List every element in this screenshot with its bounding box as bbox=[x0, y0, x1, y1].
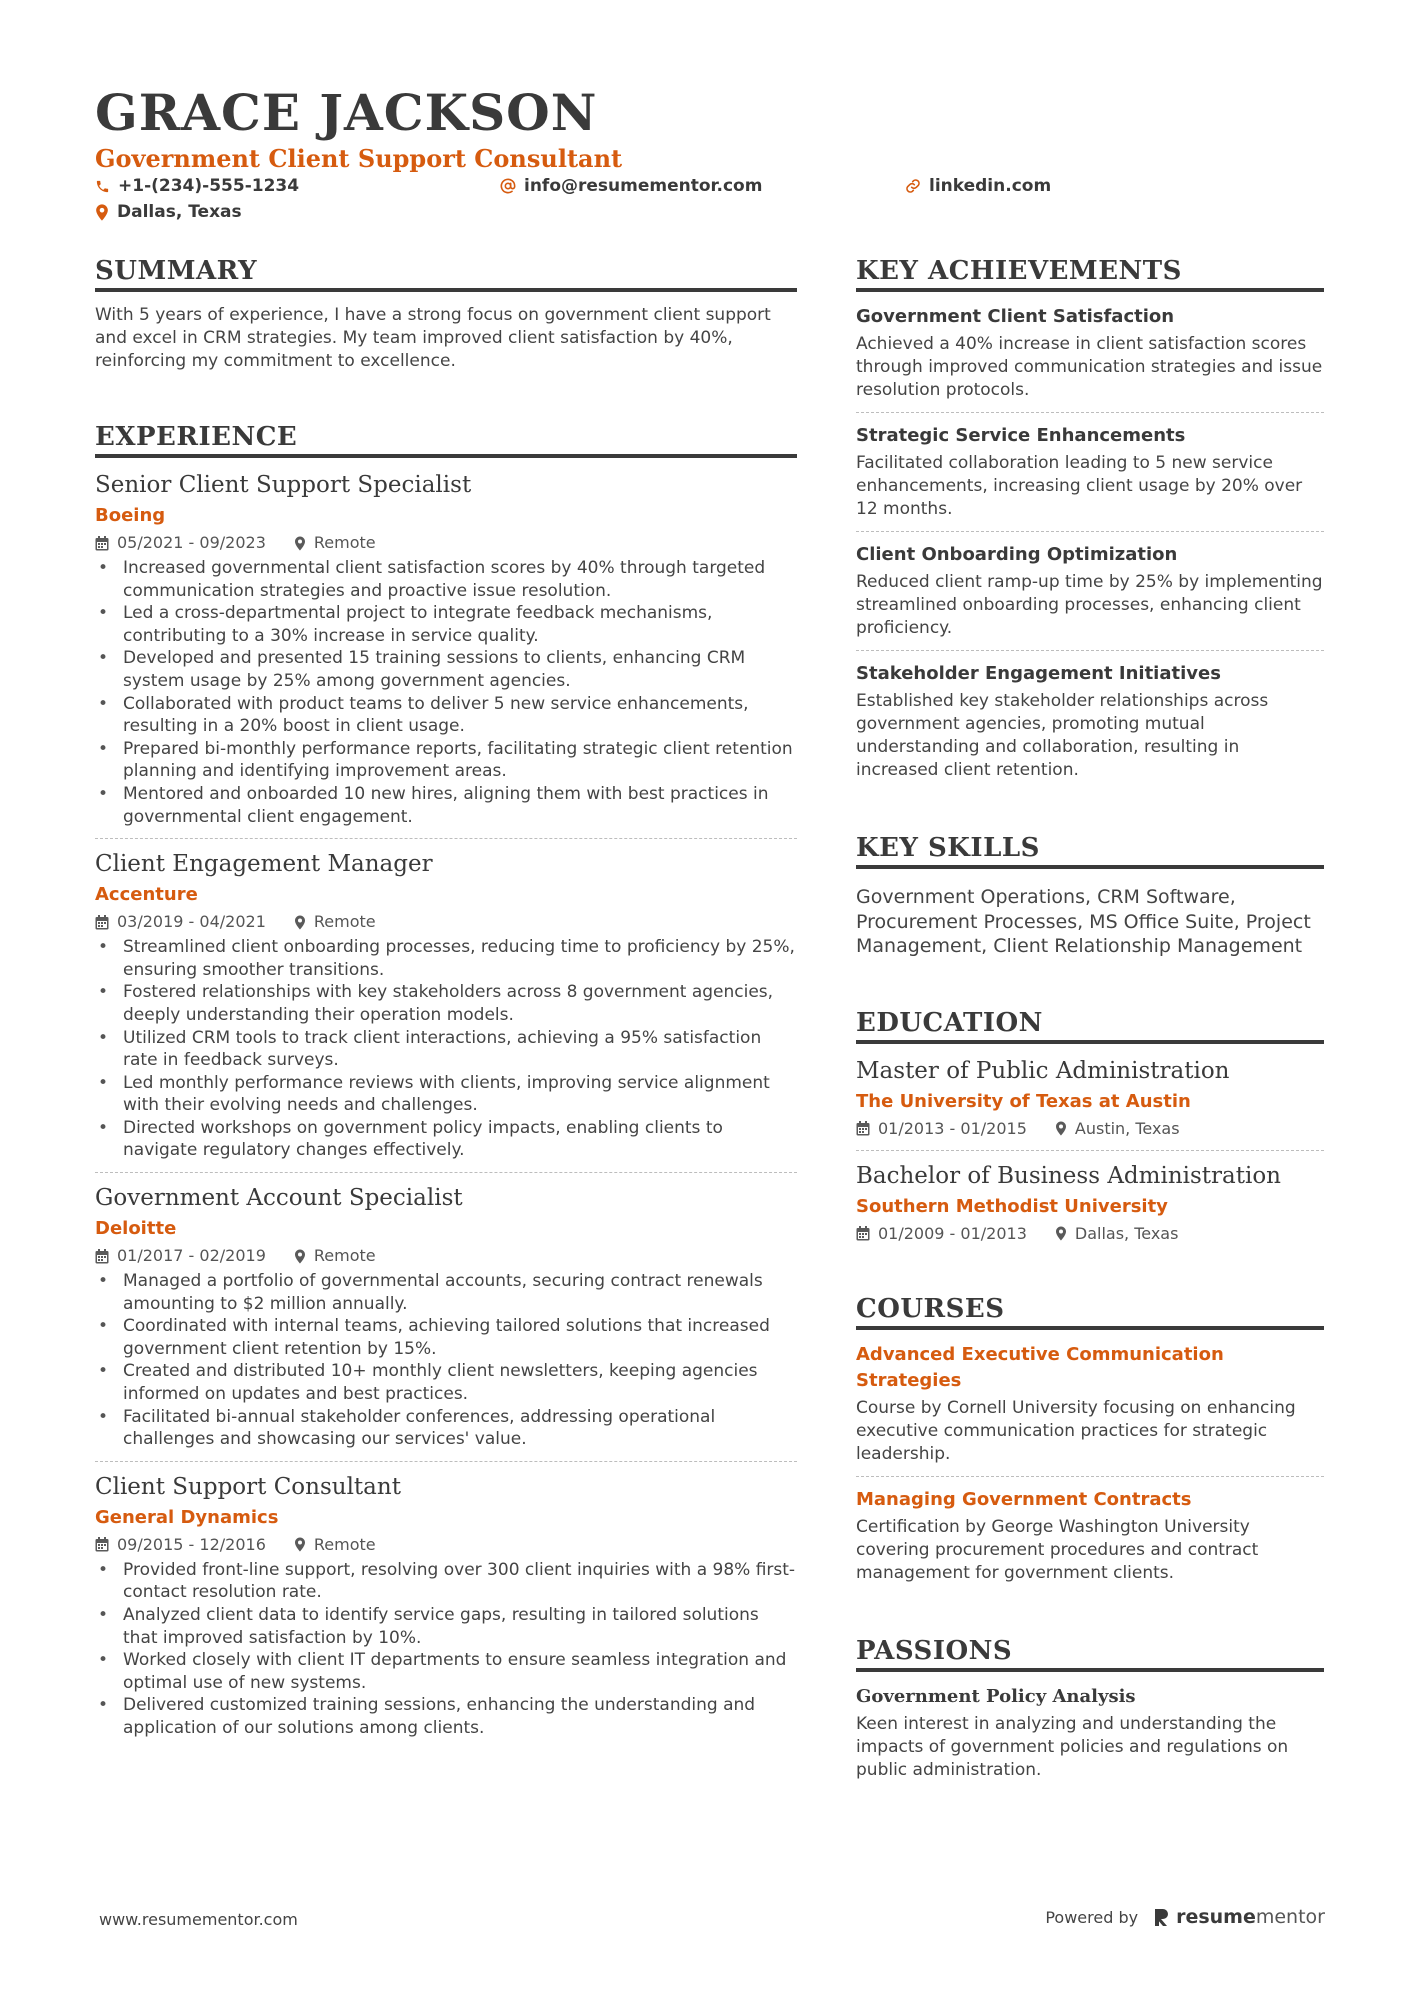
job-location: Remote bbox=[313, 1534, 376, 1554]
job-meta bbox=[95, 1534, 797, 1556]
contact-email[interactable] bbox=[500, 176, 762, 196]
left-column bbox=[95, 255, 797, 1750]
passion-text: Keen interest in analyzing and understanding the impacts of government policies and regulations on public administration. bbox=[856, 1713, 1289, 1780]
achievement-item bbox=[856, 412, 1324, 531]
brand-logo-icon bbox=[1154, 1907, 1170, 1927]
achievement-text: Reduced client ramp-up time by 25% by implementing streamlined onboarding processes, enhancing client proficiency. bbox=[856, 572, 1323, 638]
bullet-item: • Streamlined client onboarding processes, reducing time to proficiency by 25%, ensuring smoother transitions. bbox=[95, 936, 797, 981]
experience-entry bbox=[95, 838, 797, 1172]
education-dates: 01/2009 - 01/2013 bbox=[878, 1223, 1027, 1243]
job-title: Client Engagement Manager bbox=[95, 851, 433, 878]
achievement-title: Strategic Service Enhancements bbox=[856, 425, 1186, 446]
education-entry bbox=[856, 1056, 1324, 1150]
location-pin-icon bbox=[294, 1249, 306, 1264]
job-meta bbox=[95, 1245, 797, 1267]
job-dates: 05/2021 - 09/2023 bbox=[117, 533, 266, 552]
passions-heading: PASSIONS bbox=[856, 1635, 1324, 1672]
bullet-item: • Increased governmental client satisfaction scores by 40% through targeted communication strategies and proactive issue resolution. bbox=[95, 557, 797, 602]
calendar-icon bbox=[95, 1249, 109, 1264]
location-pin-icon bbox=[1055, 1121, 1067, 1136]
company-name: Accenture bbox=[95, 884, 198, 906]
candidate-name: GRACE JACKSON bbox=[95, 83, 598, 142]
achievements-heading: KEY ACHIEVEMENTS bbox=[856, 255, 1324, 292]
location-pin-icon bbox=[1055, 1226, 1067, 1241]
experience-entry bbox=[95, 1461, 797, 1750]
calendar-icon bbox=[856, 1121, 870, 1136]
skills-heading: KEY SKILLS bbox=[856, 832, 1324, 869]
course-title: Advanced Executive Communication Strategies bbox=[856, 1343, 1224, 1391]
school-name: The University of Texas at Austin bbox=[856, 1090, 1191, 1112]
contact-location bbox=[95, 202, 242, 222]
job-bullets bbox=[95, 1270, 797, 1451]
bullet-item: • Led monthly performance reviews with clients, improving service alignment with their evolving needs and challenges. bbox=[95, 1072, 797, 1117]
bullet-item: • Managed a portfolio of governmental accounts, securing contract renewals amounting to $2 million annually. bbox=[95, 1270, 797, 1315]
experience-entry bbox=[95, 1172, 797, 1461]
achievement-item bbox=[856, 650, 1324, 792]
job-bullets bbox=[95, 1559, 797, 1740]
job-dates: 01/2017 - 02/2019 bbox=[117, 1246, 266, 1266]
education-heading: EDUCATION bbox=[856, 1007, 1324, 1044]
bullet-item: • Created and distributed 10+ monthly client newsletters, keeping agencies informed on updates and best practices. bbox=[95, 1360, 797, 1405]
location-pin-icon bbox=[294, 1537, 306, 1552]
achievement-title: Stakeholder Engagement Initiatives bbox=[856, 663, 1221, 684]
right-column bbox=[856, 255, 1324, 1792]
location-pin-icon bbox=[95, 204, 109, 221]
achievement-item bbox=[856, 531, 1324, 650]
footer-branding bbox=[1045, 1906, 1325, 1928]
degree-title: Master of Public Administration bbox=[856, 1057, 1230, 1084]
education-section bbox=[856, 1007, 1324, 1255]
calendar-icon bbox=[95, 1537, 109, 1552]
passions-section bbox=[856, 1635, 1324, 1792]
job-title: Client Support Consultant bbox=[95, 1473, 401, 1500]
job-dates: 03/2019 - 04/2021 bbox=[117, 912, 266, 932]
passion-item bbox=[856, 1684, 1324, 1792]
job-location: Remote bbox=[313, 533, 376, 552]
bullet-item: • Mentored and onboarded 10 new hires, aligning them with best practices in governmental client engagement. bbox=[95, 783, 797, 828]
contact-phone[interactable] bbox=[95, 176, 299, 196]
skills-list: Government Operations, CRM Software, Procurement Processes, MS Office Suite, Project Management, Client Relationship Management bbox=[856, 886, 1311, 957]
company-name: Boeing bbox=[95, 505, 166, 526]
achievement-text: Facilitated collaboration leading to 5 new service enhancements, increasing client usage by 20% over 12 months. bbox=[856, 453, 1303, 519]
school-name: Southern Methodist University bbox=[856, 1195, 1168, 1217]
education-location: Dallas, Texas bbox=[1074, 1223, 1179, 1243]
location-text: Dallas, Texas bbox=[117, 202, 242, 222]
summary-text: With 5 years of experience, I have a strong focus on government client support and excel in CRM strategies. My team improved client satisfaction by 40%, reinforcing my commitment to excellence. bbox=[95, 305, 771, 371]
education-entry bbox=[856, 1150, 1324, 1255]
company-name: Deloitte bbox=[95, 1218, 177, 1240]
brand-logo[interactable] bbox=[1154, 1906, 1325, 1928]
footer-website[interactable]: www.resumementor.com bbox=[99, 1910, 298, 1929]
email-text: info@resumementor.com bbox=[524, 176, 763, 196]
degree-title: Bachelor of Business Administration bbox=[856, 1162, 1281, 1189]
bullet-item: • Developed and presented 15 training sessions to clients, enhancing CRM system usage by 25% among government agencies. bbox=[95, 647, 797, 692]
achievement-text: Achieved a 40% increase in client satisfaction scores through improved communication strategies and issue resolution protocols. bbox=[856, 334, 1323, 400]
job-meta bbox=[95, 532, 797, 554]
achievement-title: Client Onboarding Optimization bbox=[856, 544, 1178, 565]
resume-header bbox=[95, 82, 1325, 230]
contact-linkedin[interactable] bbox=[905, 176, 1051, 196]
job-meta bbox=[95, 911, 797, 933]
bullet-item: • Led a cross-departmental project to integrate feedback mechanisms, contributing to a 30% increase in service quality. bbox=[95, 602, 797, 647]
link-icon bbox=[905, 178, 921, 194]
job-bullets bbox=[95, 557, 797, 828]
summary-heading: SUMMARY bbox=[95, 255, 797, 292]
course-text: Course by Cornell University focusing on enhancing executive communication practices for strategic leadership. bbox=[856, 1397, 1296, 1464]
education-meta bbox=[856, 1118, 1324, 1140]
linkedin-text: linkedin.com bbox=[929, 176, 1052, 196]
bullet-item: • Delivered customized training sessions, enhancing the understanding and application of our solutions among clients. bbox=[95, 1694, 797, 1739]
contact-info bbox=[95, 176, 1325, 230]
job-title: Government Account Specialist bbox=[95, 1185, 463, 1212]
bullet-item: • Coordinated with internal teams, achieving tailored solutions that increased government client retention by 15%. bbox=[95, 1315, 797, 1360]
course-item bbox=[856, 1476, 1324, 1595]
calendar-icon bbox=[95, 915, 109, 930]
location-pin-icon bbox=[294, 915, 306, 930]
at-icon bbox=[500, 178, 516, 194]
achievements-section bbox=[856, 255, 1324, 792]
bullet-item: • Worked closely with client IT departments to ensure seamless integration and optimal use of new systems. bbox=[95, 1649, 797, 1694]
phone-icon bbox=[95, 179, 110, 194]
bullet-item: • Provided front-line support, resolving over 300 client inquiries with a 98% first-contact resolution rate. bbox=[95, 1559, 797, 1604]
bullet-item: • Utilized CRM tools to track client interactions, achieving a 95% satisfaction rate in feedback surveys. bbox=[95, 1027, 797, 1072]
brand-name-bold: resume bbox=[1176, 1906, 1256, 1928]
education-meta bbox=[856, 1223, 1324, 1245]
bullet-item: • Fostered relationships with key stakeholders across 8 government agencies, deeply understanding their operation models. bbox=[95, 981, 797, 1026]
summary-section bbox=[95, 255, 797, 373]
achievement-text: Established key stakeholder relationships across government agencies, promoting mutual understanding and collaboration, resulting in increased client retention. bbox=[856, 691, 1269, 780]
job-location: Remote bbox=[313, 1246, 376, 1266]
experience-heading: EXPERIENCE bbox=[95, 421, 797, 458]
course-title: Managing Government Contracts bbox=[856, 1488, 1192, 1510]
achievement-title: Government Client Satisfaction bbox=[856, 306, 1175, 327]
education-dates: 01/2013 - 01/2015 bbox=[878, 1118, 1027, 1138]
bullet-item: • Prepared bi-monthly performance reports, facilitating strategic client retention planning and identifying improvement areas. bbox=[95, 738, 797, 783]
powered-by-text: Powered by bbox=[1045, 1907, 1139, 1927]
location-pin-icon bbox=[294, 536, 306, 551]
achievement-item bbox=[856, 304, 1324, 412]
course-item bbox=[856, 1342, 1324, 1476]
bullet-item: • Directed workshops on government policy impacts, enabling clients to navigate regulatory changes effectively. bbox=[95, 1117, 797, 1162]
passion-title: Government Policy Analysis bbox=[856, 1685, 1136, 1707]
courses-heading: COURSES bbox=[856, 1293, 1324, 1330]
calendar-icon bbox=[95, 536, 109, 551]
phone-text: +1-(234)-555-1234 bbox=[118, 176, 300, 196]
experience-section bbox=[95, 421, 797, 1750]
page-footer bbox=[99, 1906, 1325, 1936]
job-bullets bbox=[95, 936, 797, 1162]
course-text: Certification by George Washington University covering procurement procedures and contract management for government clients. bbox=[856, 1516, 1259, 1583]
skills-section bbox=[856, 832, 1324, 959]
bullet-item: • Facilitated bi-annual stakeholder conferences, addressing operational challenges and showcasing our services' value. bbox=[95, 1406, 797, 1451]
candidate-title: Government Client Support Consultant bbox=[95, 144, 623, 173]
job-title: Senior Client Support Specialist bbox=[95, 472, 472, 498]
bullet-item: • Analyzed client data to identify service gaps, resulting in tailored solutions that improved satisfaction by 10%. bbox=[95, 1604, 797, 1649]
brand-name-light: mentor bbox=[1255, 1906, 1325, 1928]
bullet-item: • Collaborated with product teams to deliver 5 new service enhancements, resulting in a 20% boost in client usage. bbox=[95, 693, 797, 738]
company-name: General Dynamics bbox=[95, 1506, 279, 1528]
experience-entry bbox=[95, 470, 797, 838]
courses-section bbox=[856, 1293, 1324, 1595]
job-location: Remote bbox=[313, 912, 376, 932]
education-location: Austin, Texas bbox=[1074, 1118, 1180, 1138]
calendar-icon bbox=[856, 1226, 870, 1241]
job-dates: 09/2015 - 12/2016 bbox=[117, 1534, 266, 1554]
